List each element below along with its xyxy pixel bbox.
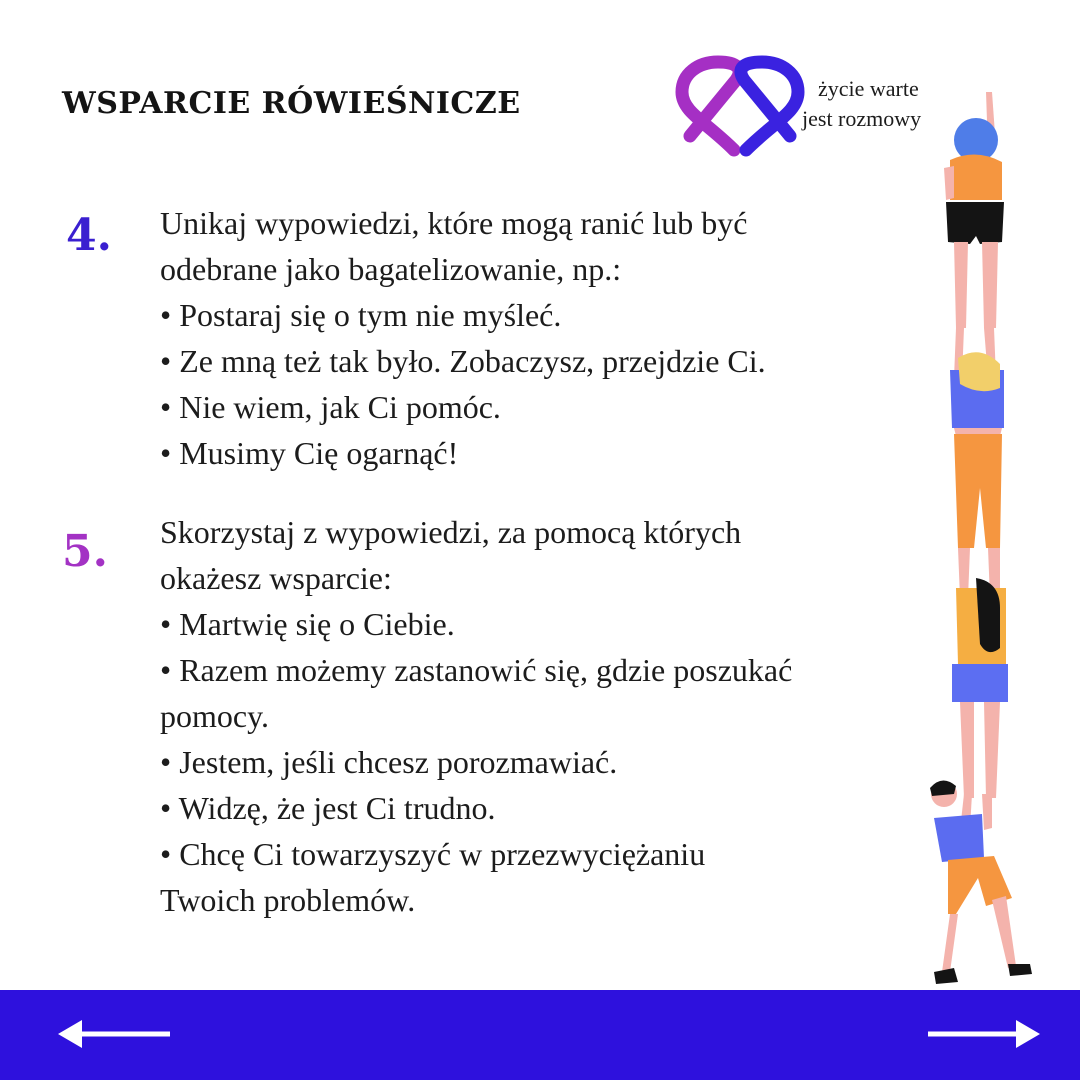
page-title: WSPARCIE RÓWIEŚNICZE	[62, 86, 521, 121]
list-item: • Jestem, jeśli chcesz porozmawiać.	[160, 739, 860, 785]
section-number: 5.	[62, 526, 108, 577]
section-4-text	[160, 200, 860, 476]
section-intro: Skorzystaj z wypowiedzi, za pomocą których okażesz wsparcie:	[160, 514, 742, 596]
ribbon-left	[682, 62, 739, 150]
section-number: 4.	[66, 210, 112, 261]
section-intro: Unikaj wypowiedzi, które mogą ranić lub być odebrane jako bagatelizowanie, np.:	[160, 205, 748, 287]
list-item: • Martwię się o Ciebie.	[160, 601, 860, 647]
person-bottom-figure	[930, 780, 1032, 984]
person-top-figure	[944, 92, 1004, 328]
list-item: • Chcę Ci towarzyszyć w przezwyciężaniu Twoich problemów.	[160, 831, 790, 923]
ribbon-right	[741, 62, 798, 150]
person-second-figure	[950, 328, 1004, 548]
human-tower-illustration	[920, 88, 1040, 993]
person-third-figure	[952, 548, 1008, 798]
logo-tagline-line2: jest rozmowy	[802, 106, 922, 131]
arrow-right-icon[interactable]	[922, 1016, 1042, 1052]
list-item: • Postaraj się o tym nie myśleć.	[160, 292, 860, 338]
arrow-left-icon[interactable]	[56, 1016, 176, 1052]
list-item: • Ze mną też tak było. Zobaczysz, przejdzie Ci.	[160, 338, 860, 384]
list-item: • Musimy Cię ogarnąć!	[160, 430, 860, 476]
list-item: • Nie wiem, jak Ci pomóc.	[160, 384, 860, 430]
list-item: • Razem możemy zastanowić się, gdzie poszukać pomocy.	[160, 647, 850, 739]
list-item: • Widzę, że jest Ci trudno.	[160, 785, 860, 831]
logo-tagline-line1: życie warte	[818, 76, 919, 101]
logo-tagline	[802, 74, 921, 134]
section-5-text	[160, 509, 860, 923]
ribbon-logo-icon	[672, 52, 807, 162]
